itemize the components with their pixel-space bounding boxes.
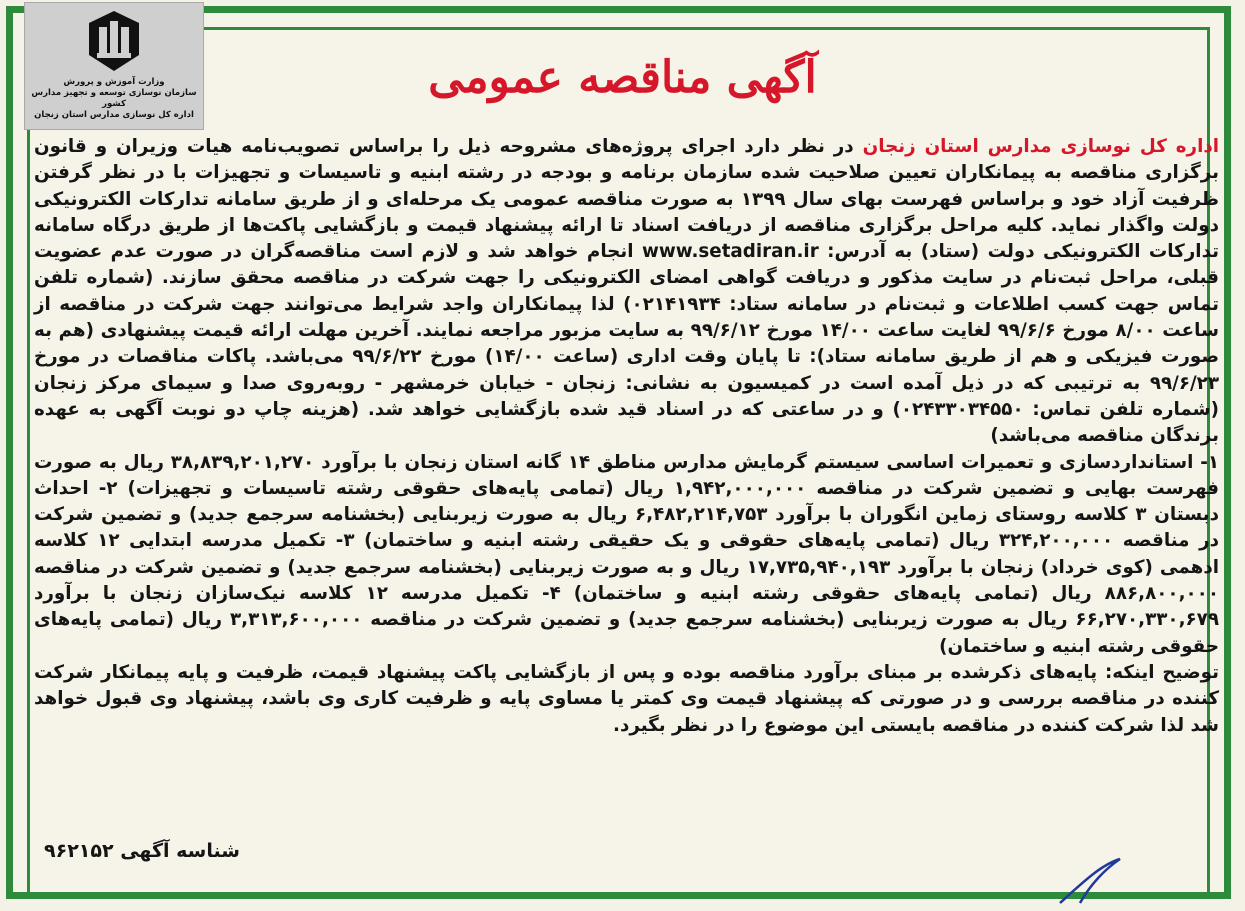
note-paragraph: [34, 660, 1219, 739]
intro-text: در نظر دارد اجرای پروژه‌های مشروحه ذیل را براساس تصویب‌نامه هیات وزیران و قانون برگزاری مناقصه به پیمانکاران تعیین صلاحیت شده سازمان برنامه و بودجه در رشته ابنیه و تاسیسات و تجهیزات با در نظر گرفتن ظرفیت آزاد خود و براساس فهرست بهای سال ۱۳۹۹ به صورت مناقصه عمومی یک مرحله‌ای و از طریق سامانه تدارکات الکترونیکی دولت واگذار نماید. کلیه مراحل برگزاری مناقصه از دریافت اسناد تا ارائه پیشنهاد قیمت و بازگشایی پاکت‌ها از طریق درگاه سامانه تدارکات الکترونیکی دولت (ستاد) به آدرس: www.setadiran.ir انجام خواهد شد و لازم است مناقصه‌گران در صورت عدم عضویت قبلی، مراحل ثبت‌نام در سایت مذکور و دریافت گواهی امضای الکترونیکی را جهت شرکت در مناقصه محقق سازند. (شماره تلفن تماس جهت کسب اطلاعات و ثبت‌نام در سامانه ستاد: ۰۲۱۴۱۹۳۴) لذا پیمانکاران واجد شرایط می‌توانند جهت شرکت در مناقصه از ساعت ۸/۰۰ مورخ ۹۹/۶/۶ لغایت ساعت ۱۴/۰۰ مورخ ۹۹/۶/۱۲ به سایت مزبور مراجعه نمایند. آخرین مهلت ارائه قیمت پیشنهادی (هم به صورت فیزیکی و هم از طریق سامانه ستاد): تا پایان وقت اداری (ساعت ۱۴/۰۰) مورخ ۹۹/۶/۲۲ می‌باشد. پاکات مناقصات در مورخ ۹۹/۶/۲۳ به ترتیبی که در ذیل آمده است در کمیسیون به نشانی: زنجان - خیابان خرمشهر - روبه‌روی صدا و سیمای مرکز زنجان (شماره تلفن تماس: ۰۲۴۳۳۰۳۴۵۵۰) و در ساعتی که در اسناد قید شده بازگشایی خواهد شد. (هزینه چاپ دو نوبت آگهی به عهده برندگان مناقصه می‌باشد): [34, 136, 1219, 447]
signature-stroke: [1050, 855, 1130, 905]
note-label: توضیح اینکه:: [1104, 661, 1219, 683]
ad-title: آگهی مناقصه عمومی: [428, 52, 817, 103]
logo-line-1: وزارت آموزش و پرورش: [63, 77, 165, 87]
intro-paragraph: [34, 134, 1219, 450]
logo-line-3: اداره کل نوسازی مدارس استان زنجان: [34, 110, 194, 120]
projects-paragraph: ۱- استانداردسازی و تعمیرات اساسی سیستم گرمایش مدارس مناطق ۱۴ گانه استان زنجان با برآورد ۳۸,۸۳۹,۲۰۱,۲۷۰ ریال به صورت فهرست بهایی و تضمین شرکت در مناقصه ۱,۹۴۲,۰۰۰,۰۰۰ ریال (تمامی پایه‌های حقوقی رشته تاسیسات و تجهیزات) ۲- احداث دبستان ۳ کلاسه روستای زماین انگوران با برآورد ۶,۴۸۲,۲۱۴,۷۵۳ ریال به صورت زیربنایی (بخشنامه سرجمع جدید) و تضمین شرکت در مناقصه ۳۲۴,۲۰۰,۰۰۰ ریال (تمامی پایه‌های حقوقی و یک حقیقی رشته ابنیه و ساختمان) ۳- تکمیل مدرسه ابتدایی ۱۲ کلاسه ادهمی (کوی خرداد) زنجان با برآورد ۱۷,۷۳۵,۹۴۰,۱۹۳ ریال و به صورت زیربنایی (بخشنامه سرجمع جدید) و تضمین شرکت در مناقصه ۸۸۶,۸۰۰,۰۰۰ ریال (تمامی پایه‌های حقوقی رشته ابنیه و ساختمان) ۴- تکمیل مدرسه ۱۲ کلاسه نیک‌سازان زنجان با برآورد ۶۶,۲۷۰,۳۳۰,۶۷۹ ریال به صورت زیربنایی (بخشنامه سرجمع جدید) و تضمین شرکت در مناقصه ۳,۳۱۳,۶۰۰,۰۰۰ ریال (تمامی پایه‌های حقوقی رشته ابنیه و ساختمان): [34, 451, 1220, 657]
ad-body: [34, 134, 1219, 739]
ad-identifier: شناسه آگهی ۹۶۲۱۵۲: [44, 840, 240, 862]
organization-name: اداره کل نوسازی مدارس استان زنجان: [862, 136, 1219, 157]
logo-line-2: سازمان نوسازی توسعه و تجهیز مدارس کشور: [31, 88, 197, 109]
note-text: پایه‌های ذکرشده بر مبنای برآورد مناقصه بوده و پس از بازگشایی پاکت پیشنهاد قیمت، ظرفیت و پایه پیمانکار شرکت کننده در مناقصه بررسی و در صورتی که پیشنهاد قیمت وی کمتر یا مساوی پایه و ظرفیت کاری وی باشد، پیشنهاد وی قبول خواهد شد لذا شرکت کننده در مناقصه بایستی این موضوع را در نظر بگیرد.: [34, 661, 1219, 736]
